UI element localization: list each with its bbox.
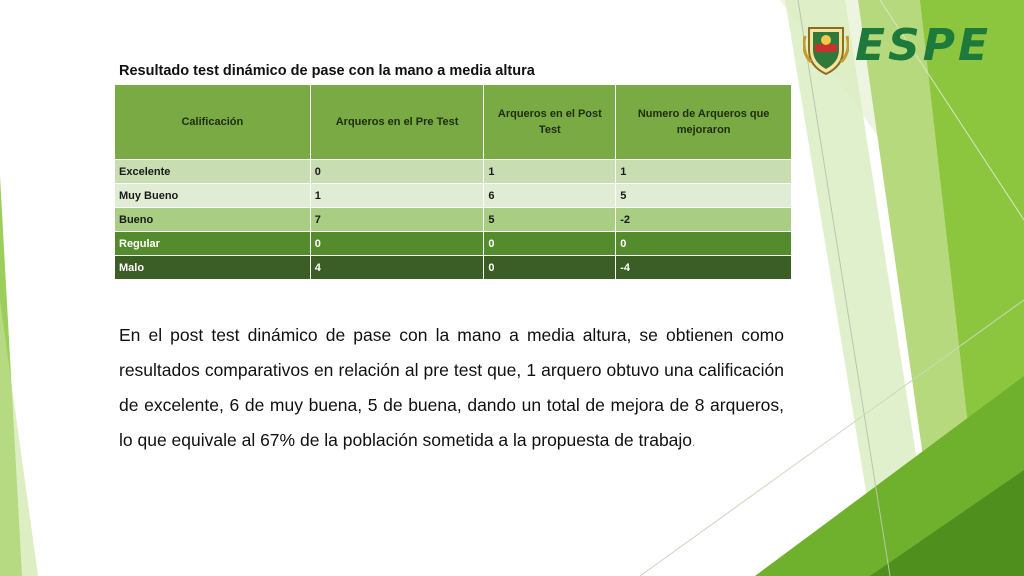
cell-mejoraron: 1 (616, 160, 792, 184)
cell-calificacion: Excelente (115, 160, 311, 184)
shield-icon (803, 22, 849, 76)
cell-calificacion: Muy Bueno (115, 184, 311, 208)
header-row (115, 85, 792, 160)
cell-post-test: 0 (484, 232, 616, 256)
cell-mejoraron: -4 (616, 256, 792, 280)
left-light-wedge (0, 300, 38, 576)
cell-mejoraron: -2 (616, 208, 792, 232)
table-row (115, 160, 792, 184)
header-post-test: Arqueros en el Post Test (484, 85, 616, 160)
cell-calificacion: Regular (115, 232, 311, 256)
cell-pre-test: 4 (310, 256, 484, 280)
cell-post-test: 1 (484, 160, 616, 184)
header-mejoraron: Numero de Arqueros que mejoraron (616, 85, 792, 160)
cell-pre-test: 0 (310, 160, 484, 184)
cell-mejoraron: 0 (616, 232, 792, 256)
results-table (114, 84, 792, 280)
table-row (115, 208, 792, 232)
logo-text: ESPE (855, 20, 992, 71)
cell-calificacion: Malo (115, 256, 311, 280)
table-row (115, 232, 792, 256)
espe-logo (803, 22, 1003, 78)
cell-pre-test: 0 (310, 232, 484, 256)
cell-post-test: 0 (484, 256, 616, 280)
table-row (115, 256, 792, 280)
cell-post-test: 5 (484, 208, 616, 232)
cell-pre-test: 1 (310, 184, 484, 208)
table-caption: Resultado test dinámico de pase con la mano a media altura (119, 63, 535, 79)
header-pre-test: Arqueros en el Pre Test (310, 85, 484, 160)
summary-text: En el post test dinámico de pase con la mano a media altura, se obtienen como resultados comparativos en relación al pre test que, 1 arquero obtuvo una calificación de excelente, 6 de muy buena, 5 de buena, dando un total de mejora de 8 arqueros, lo que equivale al 67% de la población sometida a la propuesta de trabajo (119, 325, 784, 450)
cell-mejoraron: 5 (616, 184, 792, 208)
summary-period: . (692, 435, 696, 449)
summary-paragraph (119, 318, 784, 460)
table-row (115, 184, 792, 208)
cell-calificacion: Bueno (115, 208, 311, 232)
cell-pre-test: 7 (310, 208, 484, 232)
cell-post-test: 6 (484, 184, 616, 208)
header-calificacion: Calificación (115, 85, 311, 160)
